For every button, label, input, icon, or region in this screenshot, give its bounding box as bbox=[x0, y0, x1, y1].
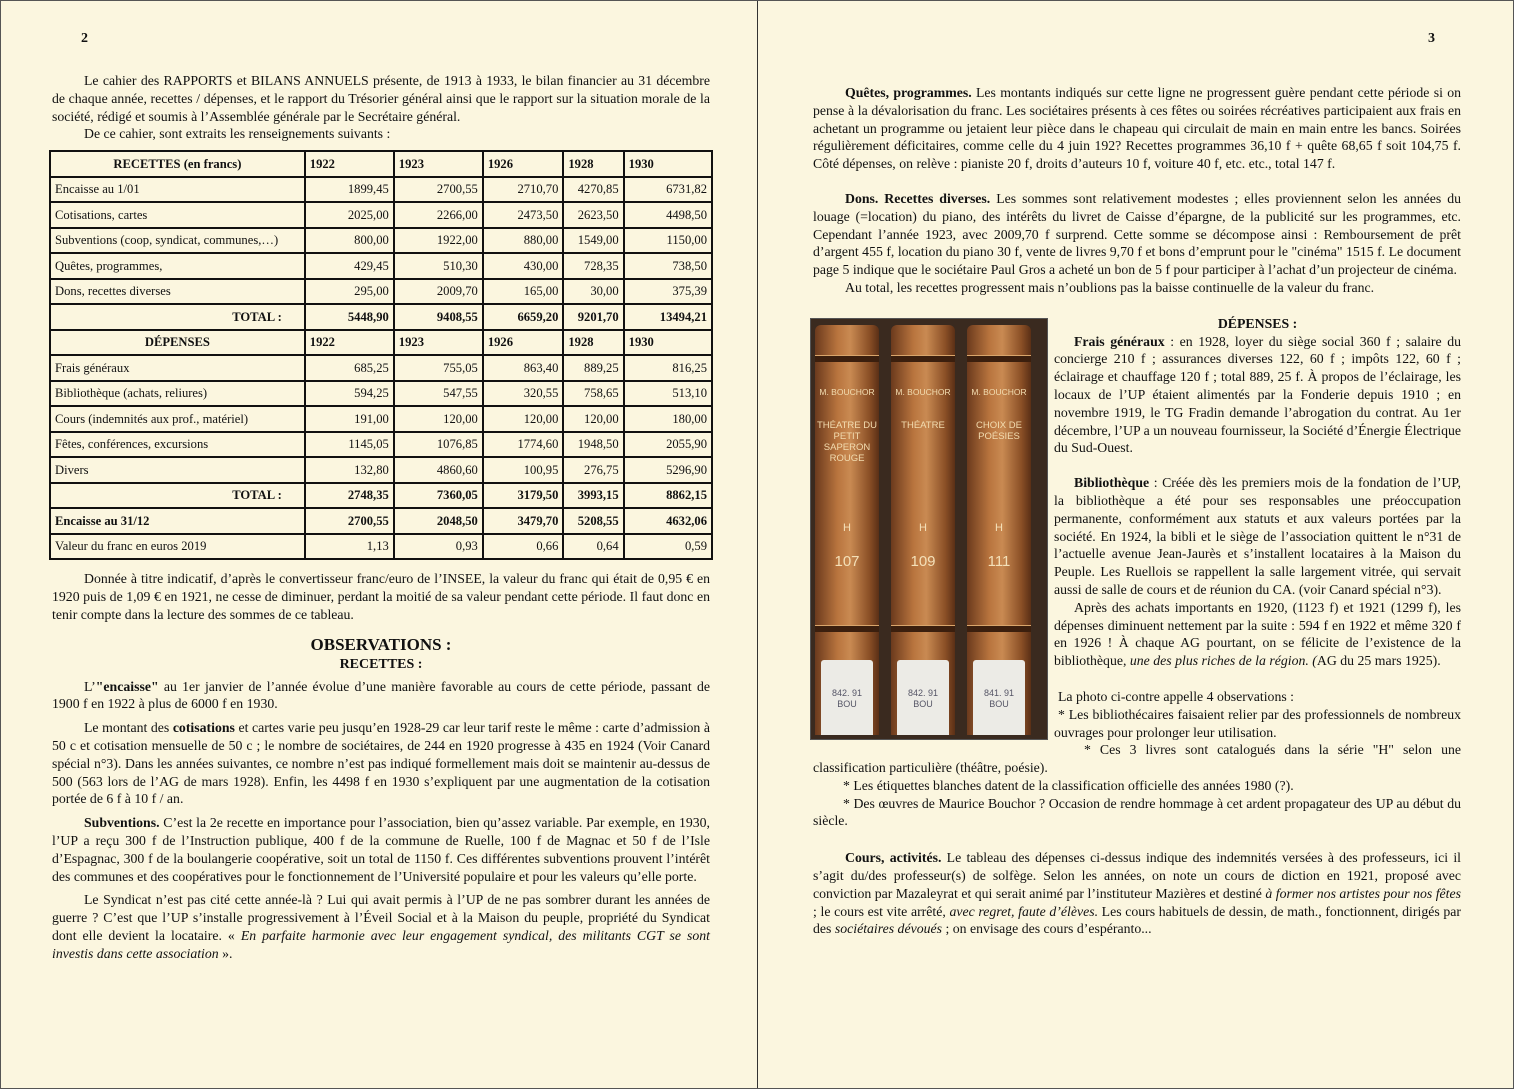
value-cell: 800,00 bbox=[305, 228, 394, 254]
text: C’est la 2e recette en importance pour l’association, bien qu’assez variable. Par exemple, en 1930, l’UP a reçu 300 f de l’Instruction publique, 400 f de la commune de Ruelle, 100 f de Magnac et 50 f de l’Isle d’Espagnac, 300 f de la boulangerie coopérative, soit un total de 1150 f. Ces différentes subventions prouvent l’intérêt des communes et des coopératives pour le fonctionnement de l’Université populaire et pour les valeurs qu’elle porte. bbox=[52, 815, 710, 884]
quetes-paragraph bbox=[813, 84, 1461, 173]
catalog-label bbox=[897, 660, 949, 735]
text: Le Syndicat n’est pas cité cette année-là ? Lui qui avait permis à l’UP de ne pas sombrer durant les années de guerre ? C’est que l’UP s’installe progressivement à l’Éveil Social et à la Maison du peuple, propriété du Syndicat dont elle devient la locataire. « bbox=[52, 892, 710, 943]
value-cell: 7360,05 bbox=[394, 483, 483, 509]
bold-term: Dons. Recettes diverses. bbox=[845, 190, 991, 206]
observations-title: OBSERVATIONS : bbox=[310, 634, 452, 654]
row-label-cell: RECETTES (en francs) bbox=[50, 151, 305, 177]
bold-term: Frais généraux bbox=[1074, 333, 1165, 349]
quote: avec regret, faute d’élèves. bbox=[949, 903, 1099, 919]
value-cell: 1923 bbox=[394, 330, 483, 356]
value-cell: 1150,00 bbox=[624, 228, 712, 254]
table-row bbox=[50, 381, 712, 407]
page-number: 2 bbox=[81, 31, 88, 46]
recettes-subtitle: RECETTES : bbox=[339, 656, 423, 672]
catalog-label-text: 842. 91 BOU bbox=[907, 687, 939, 709]
table-row bbox=[50, 457, 712, 483]
value-cell: 4270,85 bbox=[563, 177, 623, 203]
table-row bbox=[50, 151, 712, 177]
spine-band bbox=[967, 625, 1031, 632]
right-content bbox=[813, 84, 1461, 938]
table-row bbox=[50, 432, 712, 458]
value-cell: 4632,06 bbox=[624, 508, 712, 534]
table-row bbox=[50, 279, 712, 305]
quote: sociétaires dévoués bbox=[834, 921, 942, 937]
value-cell: 1930 bbox=[624, 151, 712, 177]
text: Après des achats importants en 1920, (1123 f) et 1921 (1299 f), les dépenses diminuent nettement par la suite : 594 f en 1922 et même 320 f en 1926 ! À chaque AG pourtant, on se félicite de l’existence de la bibliothèque, bbox=[1054, 599, 1461, 669]
spine-series: H bbox=[843, 521, 851, 534]
value-cell: 1549,00 bbox=[563, 228, 623, 254]
bold-term: cotisations bbox=[172, 720, 235, 736]
value-cell: 863,40 bbox=[483, 355, 564, 381]
value-cell: 1926 bbox=[483, 151, 564, 177]
book-spine bbox=[815, 325, 879, 735]
table-row bbox=[50, 202, 712, 228]
value-cell: 429,45 bbox=[305, 253, 394, 279]
value-cell: 1145,05 bbox=[305, 432, 394, 458]
value-cell: 1928 bbox=[563, 330, 623, 356]
value-cell: 132,80 bbox=[305, 457, 394, 483]
table-row bbox=[50, 483, 712, 509]
bullet-item: * Ces 3 livres sont catalogués dans la série "H" selon une classification particulière (théâtre, poésie). bbox=[813, 742, 1461, 776]
book-spine bbox=[967, 325, 1031, 735]
encaisse-paragraph bbox=[52, 678, 710, 714]
value-cell: 320,55 bbox=[483, 381, 564, 407]
financial-table bbox=[49, 150, 713, 560]
value-cell: 1928 bbox=[563, 151, 623, 177]
row-label-cell: Quêtes, programmes, bbox=[50, 253, 305, 279]
value-cell: 816,25 bbox=[624, 355, 712, 381]
value-cell: 9201,70 bbox=[563, 304, 623, 330]
text: : en 1928, loyer du siège social 360 f ; salaire du concierge 210 f ; assurances diverses 122, 60 f ; impôts 122, 60 f ; éclairage et chauffage 120 f ; total 889, 25 f. À propos de l’éclairage, les locaux de l’UP étaient alimentés par la Fonderie depuis 1910 ; en novembre 1919, le TG Fradin demande l’abrogation du contrat. Au 1er décembre, l’UP a un nouveau fournisseur, la Société d’Énergie Électrique du Sud-Ouest. bbox=[1054, 333, 1461, 456]
row-label-cell: Fêtes, conférences, excursions bbox=[50, 432, 305, 458]
value-cell: 513,10 bbox=[624, 381, 712, 407]
value-cell: 2025,00 bbox=[305, 202, 394, 228]
value-cell: 547,55 bbox=[394, 381, 483, 407]
left-page bbox=[1, 1, 758, 1088]
text: Le tableau des dépenses ci-dessus indique des indemnités versées à des professeurs, ici il s’agit du/des professeur(s) de solfège. Selon les années, on note un cours de diction en 1921, proposé avec conviction par Mazaleyrat et qui serait animé par l’instituteur Mazières et destiné bbox=[813, 850, 1461, 901]
value-cell: 1948,50 bbox=[563, 432, 623, 458]
spine-title: THÉATRE DU PETIT SAPERON ROUGE bbox=[817, 419, 877, 464]
value-cell: 1899,45 bbox=[305, 177, 394, 203]
books-photo bbox=[810, 318, 1048, 740]
value-cell: 5296,90 bbox=[624, 457, 712, 483]
row-label-cell: Cours (indemnités aux prof., matériel) bbox=[50, 406, 305, 432]
spine-author: M. BOUCHOR bbox=[971, 386, 1027, 397]
value-cell: 1930 bbox=[624, 330, 712, 356]
value-cell: 9408,55 bbox=[394, 304, 483, 330]
text: Les sommes sont relativement modestes ; elles proviennent selon les années du louage (=location) du piano, des intérêts du livret de Caisse d’épargne, de la publicité sur les programmes, etc. Cependant l’année 1923, avec 2009,70 f surprend. Cette somme se décompose ainsi : Remboursement de prêt d’argent 455 f, location du piano 30 f, vente de livres 9,70 f et bons d’emprunt pour le "cinéma" 1515 f. Le document page 5 indique que le sociétaire Paul Gros a acheté un bon de 5 f pour participer à l’achat d’un projecteur de cinéma. bbox=[813, 190, 1462, 278]
row-label-cell: Divers bbox=[50, 457, 305, 483]
row-label-cell: Bibliothèque (achats, reliures) bbox=[50, 381, 305, 407]
quote: En parfaite harmonie avec leur engagement syndical, des militants CGT se sont investis dans cette association bbox=[52, 927, 711, 961]
value-cell: 1922,00 bbox=[394, 228, 483, 254]
value-cell: 2473,50 bbox=[483, 202, 564, 228]
row-label-cell: Cotisations, cartes bbox=[50, 202, 305, 228]
value-cell: 375,39 bbox=[624, 279, 712, 305]
value-cell: 6731,82 bbox=[624, 177, 712, 203]
value-cell: 2623,50 bbox=[563, 202, 623, 228]
row-label-cell: DÉPENSES bbox=[50, 330, 305, 356]
spine-series: H bbox=[919, 521, 927, 534]
value-cell: 1,13 bbox=[305, 534, 394, 560]
bullet-item: * Des œuvres de Maurice Bouchor ? Occasion de rendre hommage à cet ardent propagateur des UP au début du siècle. bbox=[813, 795, 1461, 829]
table-row bbox=[50, 253, 712, 279]
text: Le montant des bbox=[84, 720, 173, 736]
page-number: 3 bbox=[1428, 31, 1435, 46]
spine-title: CHOIX DE POÉSIES bbox=[976, 419, 1022, 442]
value-cell: 180,00 bbox=[624, 406, 712, 432]
value-cell: 8862,15 bbox=[624, 483, 712, 509]
text: et cartes varie peu jusqu’en 1928-29 car leur tarif reste le même : carte d’admission à 50 c et cotisation mensuelle de 50 c ; le nombre de sociétaires, de 244 en 1920 progresse à 435 en 1924 (Voir Canard spécial n°3). Dans les années suivantes, ce nombre n’est pas indiqué formellement mais doit se maintenir au-dessus de 500 (563 lors de l’AG de mars 1928). Enfin, les 4498 f en 1930 s’expliquent par une augmentation de la cotisation portée de 6 f à 10 f / an. bbox=[52, 720, 710, 807]
value-cell: 2700,55 bbox=[305, 508, 394, 534]
row-label-cell: TOTAL : bbox=[50, 304, 305, 330]
value-cell: 3179,50 bbox=[483, 483, 564, 509]
bold-term: Bibliothèque bbox=[1074, 475, 1150, 491]
value-cell: 685,25 bbox=[305, 355, 394, 381]
value-cell: 100,95 bbox=[483, 457, 564, 483]
value-cell: 2748,35 bbox=[305, 483, 394, 509]
subventions-paragraph bbox=[52, 814, 710, 885]
value-cell: 120,00 bbox=[483, 406, 564, 432]
value-cell: 2055,90 bbox=[624, 432, 712, 458]
text: ». bbox=[218, 945, 233, 961]
table-row bbox=[50, 177, 712, 203]
spine-number: 111 bbox=[987, 552, 1011, 570]
spine-author: M. BOUCHOR bbox=[819, 386, 875, 397]
value-cell: 0,93 bbox=[394, 534, 483, 560]
text: au 1er janvier de l’année évolue d’une manière favorable au cours de cette période, passant de 1900 f en 1922 à plus de 6000 f en 1930. bbox=[52, 678, 710, 712]
row-label-cell: Subventions (coop, syndicat, communes,…) bbox=[50, 228, 305, 254]
value-cell: 2266,00 bbox=[394, 202, 483, 228]
row-label-cell: Dons, recettes diverses bbox=[50, 279, 305, 305]
quote: à former nos artistes pour nos fêtes bbox=[1265, 885, 1461, 901]
cours-paragraph bbox=[813, 849, 1461, 938]
value-cell: 5448,90 bbox=[305, 304, 394, 330]
value-cell: 510,30 bbox=[394, 253, 483, 279]
bold-term: Subventions. bbox=[84, 815, 160, 831]
value-cell: 2700,55 bbox=[394, 177, 483, 203]
value-cell: 4860,60 bbox=[394, 457, 483, 483]
spine-number: 109 bbox=[910, 552, 936, 570]
depenses-title: DÉPENSES : bbox=[1217, 315, 1298, 331]
catalog-label bbox=[821, 660, 873, 735]
value-cell: 1923 bbox=[394, 151, 483, 177]
total-paragraph: Au total, les recettes progressent mais n’oublions pas la baisse continuelle de la valeur du franc. bbox=[845, 279, 1375, 295]
value-cell: 758,65 bbox=[563, 381, 623, 407]
table-row bbox=[50, 508, 712, 534]
value-cell: 1774,60 bbox=[483, 432, 564, 458]
spine-band bbox=[815, 625, 879, 632]
table-row bbox=[50, 355, 712, 381]
bold-term: Quêtes, programmes. bbox=[845, 85, 972, 100]
table-row bbox=[50, 330, 712, 356]
value-cell: 4498,50 bbox=[624, 202, 712, 228]
text: Les montants indiqués sur cette ligne ne progressent guère pendant cette période si on pense à la dévalorisation du franc. Les sociétaires présents à ces fêtes ou soirées récréatives participaient aux frais en achetant un programme ou jetaient leur pièce dans le chapeau qui circulait de main en main entre les bancs. Soirées régulièrement déficitaires, comme celle du 4 juin 192? Recettes programmes 36,10 f + quête 68,65 f soit 104,75 f. Côté dépenses, on relève : pianiste 20 f, droits d’auteurs 10 f, voiture 40 f, etc. etc., total 147 f. bbox=[813, 85, 1461, 172]
syndicat-paragraph bbox=[52, 891, 710, 962]
text: ; on envisage des cours d’espéranto... bbox=[942, 921, 1152, 937]
bold-term: "encaisse" bbox=[95, 678, 159, 694]
spine-number: 107 bbox=[834, 552, 860, 570]
catalog-label-text: 842. 91 BOU bbox=[831, 687, 863, 709]
text: Les cours habituels de dessin, de math., fonctionnent, dirigés par des bbox=[813, 903, 1461, 937]
table-row bbox=[50, 304, 712, 330]
row-label-cell: TOTAL : bbox=[50, 483, 305, 509]
table-row bbox=[50, 406, 712, 432]
value-cell: 1922 bbox=[305, 151, 394, 177]
intro-paragraph: De ce cahier, sont extraits les renseignements suivants : bbox=[84, 126, 391, 142]
bullet-item: * Les bibliothécaires faisaient relier par des professionnels de nombreux ouvrages pour prolonger leur utilisation. bbox=[1054, 706, 1461, 740]
book-spine bbox=[891, 325, 955, 735]
value-cell: 5208,55 bbox=[563, 508, 623, 534]
photo-paragraph: La photo ci-contre appelle 4 observations : bbox=[1058, 688, 1295, 704]
text: AG du 25 mars 1925). bbox=[1316, 653, 1441, 669]
spine-band bbox=[815, 355, 879, 362]
value-cell: 2009,70 bbox=[394, 279, 483, 305]
value-cell: 3479,70 bbox=[483, 508, 564, 534]
value-cell: 755,05 bbox=[394, 355, 483, 381]
row-label-cell: Encaisse au 1/01 bbox=[50, 177, 305, 203]
text: ; le cours est vite arrêté, bbox=[813, 903, 950, 919]
table-row bbox=[50, 228, 712, 254]
spine-series: H bbox=[995, 521, 1003, 534]
value-cell: 6659,20 bbox=[483, 304, 564, 330]
value-cell: 13494,21 bbox=[624, 304, 712, 330]
row-label-cell: Encaisse au 31/12 bbox=[50, 508, 305, 534]
row-label-cell: Valeur du franc en euros 2019 bbox=[50, 534, 305, 560]
table-row bbox=[50, 534, 712, 560]
catalog-label-text: 841. 91 BOU bbox=[983, 687, 1015, 709]
value-cell: 1926 bbox=[483, 330, 564, 356]
cotisations-paragraph bbox=[52, 719, 710, 808]
value-cell: 276,75 bbox=[563, 457, 623, 483]
value-cell: 165,00 bbox=[483, 279, 564, 305]
value-cell: 0,59 bbox=[624, 534, 712, 560]
spine-title: THÉATRE bbox=[901, 419, 945, 431]
value-cell: 1076,85 bbox=[394, 432, 483, 458]
row-label-cell: Frais généraux bbox=[50, 355, 305, 381]
value-cell: 880,00 bbox=[483, 228, 564, 254]
spine-band bbox=[891, 355, 955, 362]
value-cell: 738,50 bbox=[624, 253, 712, 279]
value-cell: 120,00 bbox=[563, 406, 623, 432]
value-cell: 2048,50 bbox=[394, 508, 483, 534]
value-cell: 3993,15 bbox=[563, 483, 623, 509]
value-cell: 0,66 bbox=[483, 534, 564, 560]
bullet-item: * Les étiquettes blanches datent de la classification officielle des années 1980 (?). bbox=[843, 777, 1294, 793]
spine-band bbox=[891, 625, 955, 632]
text: : Créée dès les premiers mois de la fondation de l’UP, la bibliothèque a été pour ses responsables une préoccupation permanente, conformément aux statuts et aux valeurs portées par la société. En 1924, la bibli et le siège de l’association quittent le n°31 de l’actuelle avenue Jean-Jaurès et s’installent locataires à la Maison du Peuple. Les Ruellois se rappellent la salle largement vitrée, qui servait aussi de salle de cours et de réunion du CA. (voir Canard spécial n°3). bbox=[1054, 475, 1461, 597]
spine-band bbox=[967, 355, 1031, 362]
spine-author: M. BOUCHOR bbox=[895, 386, 951, 397]
value-cell: 2710,70 bbox=[483, 177, 564, 203]
value-cell: 1922 bbox=[305, 330, 394, 356]
quote: une des plus riches de la région. ( bbox=[1126, 653, 1317, 669]
catalog-label bbox=[973, 660, 1025, 735]
text: L’ bbox=[84, 678, 96, 694]
value-cell: 30,00 bbox=[563, 279, 623, 305]
bold-term: Cours, activités. bbox=[845, 850, 942, 866]
intro-paragraph: Le cahier des RAPPORTS et BILANS ANNUELS présente, de 1913 à 1933, le bilan financier au 31 décembre de chaque année, recettes / dépenses, et le rapport du Trésorier général ainsi que le rapport sur la situation morale de la société, rédigé et soumis à l’Assemblée générale par le Secrétaire général. bbox=[52, 73, 710, 124]
value-cell: 295,00 bbox=[305, 279, 394, 305]
left-content bbox=[52, 72, 710, 963]
right-page bbox=[758, 1, 1513, 1088]
value-cell: 728,35 bbox=[563, 253, 623, 279]
value-cell: 594,25 bbox=[305, 381, 394, 407]
value-cell: 191,00 bbox=[305, 406, 394, 432]
dons-paragraph bbox=[813, 190, 1461, 279]
value-cell: 0,64 bbox=[563, 534, 623, 560]
value-cell: 120,00 bbox=[394, 406, 483, 432]
value-cell: 430,00 bbox=[483, 253, 564, 279]
value-cell: 889,25 bbox=[563, 355, 623, 381]
note-paragraph: Donnée à titre indicatif, d’après le convertisseur franc/euro de l’INSEE, la valeur du franc qui était de 0,95 € en 1920 puis de 1,09 € en 1921, ne cesse de diminuer, perdant la moitié de sa valeur pendant cette période. Il faut donc en tenir compte dans la lecture des sommes de ce tableau. bbox=[52, 571, 710, 622]
